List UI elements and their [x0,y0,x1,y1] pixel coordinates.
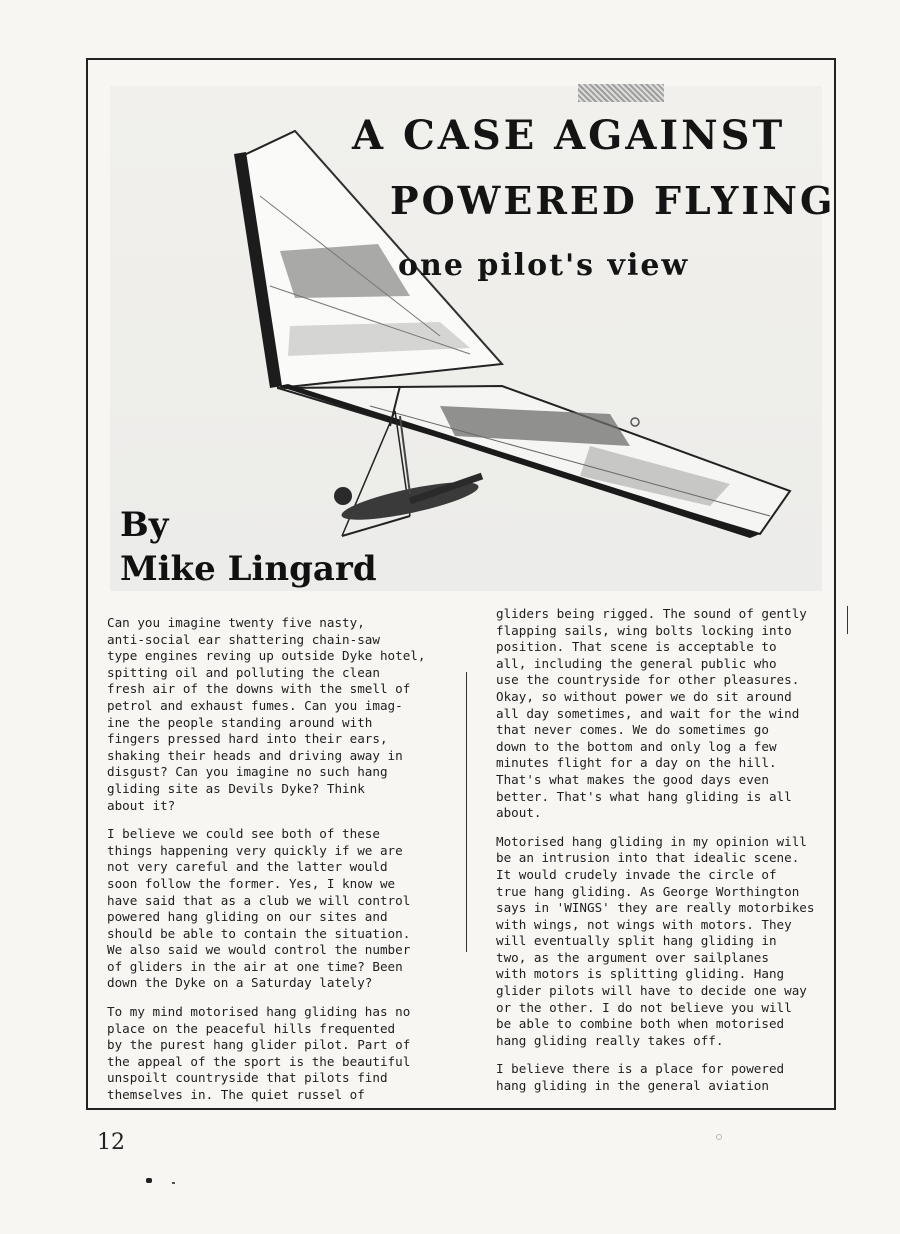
paragraph: To my mind motorised hang gliding has no place on the peaceful hills frequented by the purest hang glider pilot. Part of the appeal of the sport is the beautiful unspoilt countryside that pilots find themselves in. The quiet russel of [107,1004,411,1103]
page-number: 12 [97,1130,125,1155]
byline [120,503,377,591]
ink-speck [716,1134,722,1140]
left-column [107,615,467,1116]
article-title-line-1: A CASE AGAINST [352,112,786,159]
paragraph: Motorised hang gliding in my opinion will be an intrusion into that idealic scene. It would crudely invade the circle of true hang gliding. As George Worthington says in 'WINGS' they are really motorbikes with wings, not wings with motors. They will eventually split hang gliding in two, as the argument over sailplanes with motors is splitting gliding. Hang glider pilots will have to decide one way or the other. I do not believe you will be able to combine both when motorised hang gliding really takes off. [496,833,815,1048]
ink-speck [146,1178,152,1183]
by-label: By [120,505,169,545]
author-name: Mike Lingard [120,549,377,589]
ink-speck [172,1182,175,1184]
paragraph: I believe we could see both of these things happening very quickly if we are not very careful and the latter would soon follow the former. Yes, I know we have said that as a club we will control powered hang gliding on our sites and should be able to contain the situation. We also said we would control the number of gliders in the air at one time? Been down the Dyke on a Saturday lately? [107,826,411,991]
paragraph: I believe there is a place for powered hang gliding in the general aviation [496,1061,785,1094]
paragraph: Can you imagine twenty five nasty, anti-social ear shattering chain-saw type engines reving up outside Dyke hotel, spitting oil and polluting the clean fresh air of the downs with the smell of petrol and exhaust fumes. Can you imag- ine the people standing around with fingers pressed hard into their ears, shaking their heads and driving away in disgust? Can you imagine no such hang gliding site as Devils Dyke? Think about it? [107,615,426,813]
halftone-smudge [578,84,664,102]
column-divider [466,672,467,952]
paragraph: gliders being rigged. The sound of gently flapping sails, wing bolts locking into position. That scene is acceptable to all, including the general public who use the countryside for other pleasures. Okay, so without power we do sit around all day sometimes, and wait for the wind that never comes. We do sometimes go down to the bottom and only log a few minutes flight for a day on the hill. That's what makes the good days even better. That's what hang gliding is all about. [496,606,807,821]
article-title-line-2: POWERED FLYING [390,178,836,223]
right-column [496,606,848,1107]
article-subtitle: one pilot's view [398,248,690,283]
